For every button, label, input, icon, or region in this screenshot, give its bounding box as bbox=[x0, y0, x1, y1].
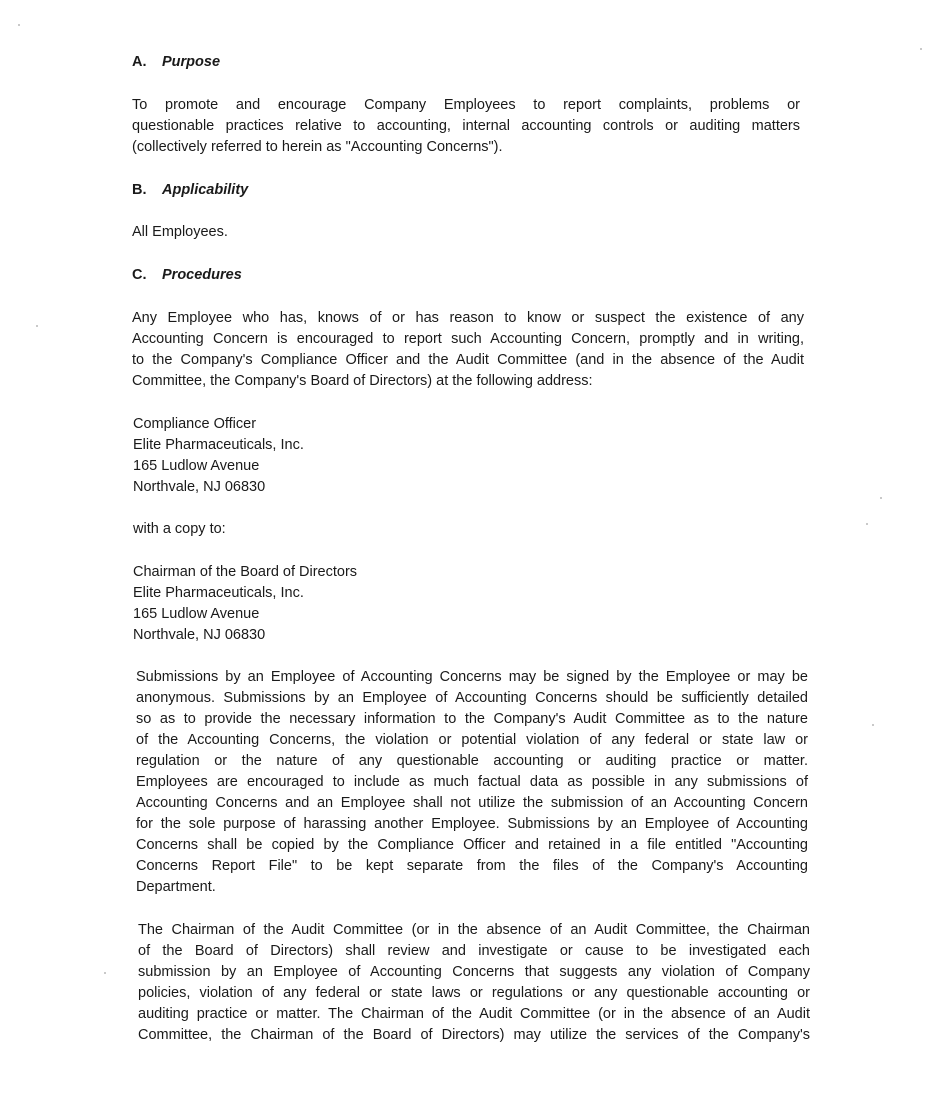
scan-speck bbox=[18, 24, 20, 26]
scan-speck bbox=[36, 325, 38, 327]
procedures-intro-paragraph bbox=[132, 308, 804, 392]
section-letter: C. bbox=[132, 267, 147, 283]
section-b-heading bbox=[132, 180, 248, 200]
address-line: Northvale, NJ 06830 bbox=[133, 627, 266, 643]
section-letter: A. bbox=[132, 54, 147, 70]
paragraph-line: anonymous. Submissions by an Employee of Accounting Concerns should be sufficiently detailed bbox=[136, 690, 808, 706]
paragraph-line: To promote and encourage Company Employees to report complaints, problems or bbox=[132, 97, 800, 113]
scan-speck bbox=[920, 48, 922, 50]
address-line: Elite Pharmaceuticals, Inc. bbox=[133, 585, 304, 601]
section-title: Purpose bbox=[162, 54, 221, 70]
scan-speck bbox=[872, 724, 874, 726]
chairman-paragraph bbox=[138, 920, 810, 1046]
paragraph-line: Accounting Concerns and an Employee shall not utilize the submission of an Accounting Concern bbox=[136, 795, 808, 811]
address-line: Northvale, NJ 06830 bbox=[133, 479, 266, 495]
paragraph-line: The Chairman of the Audit Committee (or in the absence of an Audit Committee, the Chairman bbox=[138, 922, 810, 938]
address-line: 165 Ludlow Avenue bbox=[133, 606, 260, 622]
address-line: Chairman of the Board of Directors bbox=[133, 564, 358, 580]
paragraph-line: so as to provide the necessary information to the Company's Audit Committee as to the nature bbox=[136, 711, 808, 727]
address-line: Compliance Officer bbox=[133, 416, 257, 432]
paragraph-line: Committee, the Chairman of the Board of Directors) may utilize the services of the Company's bbox=[138, 1027, 810, 1043]
paragraph-line: Department. bbox=[136, 879, 216, 895]
paragraph-line: submission by an Employee of Accounting Concerns that suggests any violation of Company bbox=[138, 964, 810, 980]
paragraph-line: regulation or the nature of any questionable accounting or auditing practice or matter. bbox=[136, 753, 808, 769]
section-title: Applicability bbox=[162, 182, 249, 198]
paragraph-line: auditing practice or matter. The Chairman of the Audit Committee (or in the absence of an Audit bbox=[138, 1006, 810, 1022]
paragraph-line: of the Accounting Concerns, the violation or potential violation of any federal or state law or bbox=[136, 732, 808, 748]
address-line: 165 Ludlow Avenue bbox=[133, 458, 260, 474]
scan-speck bbox=[104, 972, 106, 974]
paragraph-line: Concerns Report File" to be kept separate from the files of the Company's Accounting bbox=[136, 858, 808, 874]
paragraph-line: questionable practices relative to accounting, internal accounting controls or auditing matters bbox=[132, 118, 800, 134]
copy-to-text: with a copy to: bbox=[133, 521, 226, 537]
section-letter: B. bbox=[132, 182, 147, 198]
paragraph-line: Submissions by an Employee of Accounting Concerns may be signed by the Employee or may be bbox=[136, 669, 808, 685]
address-line: Elite Pharmaceuticals, Inc. bbox=[133, 437, 304, 453]
paragraph-line: (collectively referred to herein as "Accounting Concerns"). bbox=[132, 139, 503, 155]
paragraph-line: of the Board of Directors) shall review and investigate or cause to be investigated each bbox=[138, 943, 810, 959]
paragraph-line: for the sole purpose of harassing another Employee. Submissions by an Employee of Accounting bbox=[136, 816, 808, 832]
submissions-paragraph bbox=[136, 667, 808, 898]
section-c-heading bbox=[132, 265, 242, 285]
purpose-paragraph bbox=[132, 95, 800, 158]
paragraph-line: to the Company's Compliance Officer and the Audit Committee (and in the absence of the Audit bbox=[132, 352, 804, 368]
scan-speck bbox=[880, 497, 882, 499]
paragraph-line: Accounting Concern is encouraged to report such Accounting Concern, promptly and in writing, bbox=[132, 331, 804, 347]
paragraph-line: Employees are encouraged to include as much factual data as possible in any submissions of bbox=[136, 774, 808, 790]
paragraph-line: Any Employee who has, knows of or has reason to know or suspect the existence of any bbox=[132, 310, 804, 326]
scan-speck bbox=[866, 523, 868, 525]
section-title: Procedures bbox=[162, 267, 242, 283]
paragraph-line: Concerns shall be copied by the Compliance Officer and retained in a file entitled "Accounting bbox=[136, 837, 808, 853]
applicability-text: All Employees. bbox=[132, 224, 228, 240]
section-a-heading bbox=[132, 52, 220, 72]
paragraph-line: policies, violation of any federal or state laws or regulations or any questionable accounting or bbox=[138, 985, 810, 1001]
paragraph-line: Committee, the Company's Board of Directors) at the following address: bbox=[132, 373, 593, 389]
